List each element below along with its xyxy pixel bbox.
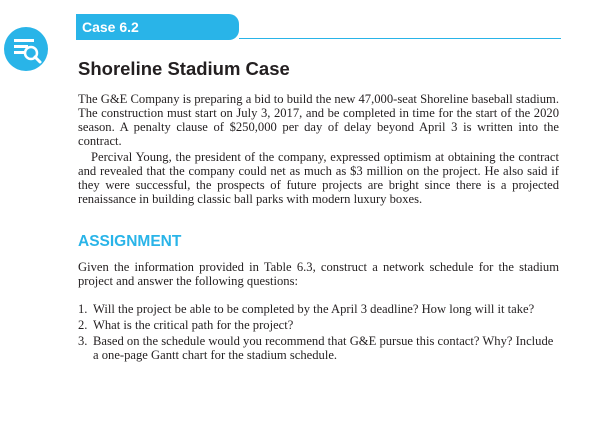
question-text: Based on the schedule would you recommend that G&E pursue this contact? Why? Include a one-page Gantt chart for the stadium schedule.	[93, 333, 554, 362]
assignment-heading: ASSIGNMENT	[78, 233, 182, 250]
question-number: 3.	[78, 333, 88, 348]
assignment-intro: Given the information provided in Table 6.3, construct a network schedule for the stadium project and answer the following questions:	[78, 260, 559, 288]
case-search-icon	[4, 27, 48, 71]
question-text: Will the project be able to be completed by the April 3 deadline? How long will it take?	[93, 302, 535, 316]
question-item	[78, 335, 559, 363]
case-number-label: Case 6.2	[82, 19, 139, 35]
header-divider	[239, 38, 561, 39]
question-item	[78, 319, 559, 333]
question-text: What is the critical path for the project?	[93, 317, 294, 332]
case-label-banner	[76, 14, 239, 40]
case-title: Shoreline Stadium Case	[78, 58, 290, 79]
president-paragraph: Percival Young, the president of the company, expressed optimism at obtaining the contract and revealed that the company could net as much as $3 million on the project. He also said if they were successful, the prospects of future projects are bright since there is a projected renaissance in building classic ball parks with modern luxury boxes.	[78, 150, 559, 206]
question-number: 1.	[78, 302, 88, 316]
question-number: 2.	[78, 317, 88, 332]
question-list	[78, 303, 559, 365]
question-item	[78, 303, 559, 317]
intro-paragraph: The G&E Company is preparing a bid to build the new 47,000-seat Shoreline baseball stadium. The construction must start on July 3, 2017, and be completed in time for the start of the 2020 season. A penalty clause of $250,000 per day of delay beyond April 3 is written into the contract.	[78, 92, 559, 148]
